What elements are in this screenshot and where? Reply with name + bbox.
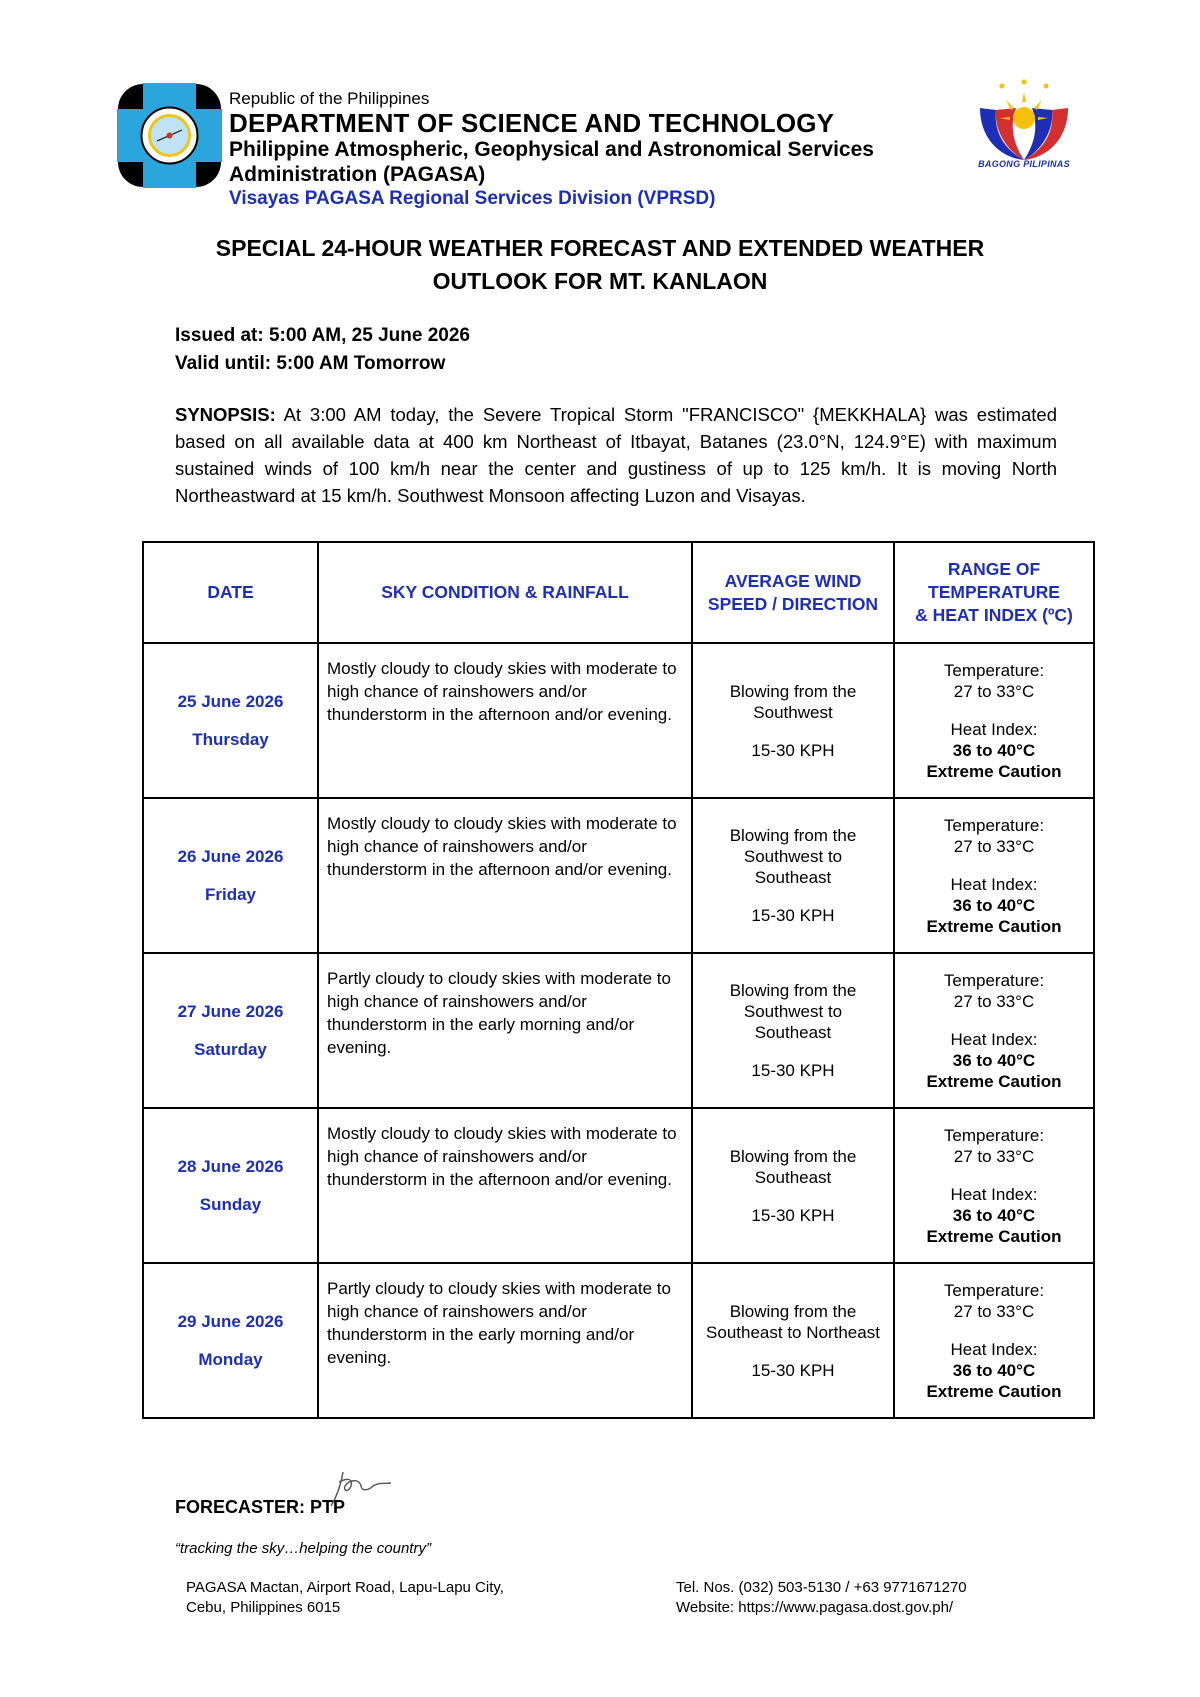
bagong-pilipinas-logo [972, 78, 1076, 170]
date-cell [143, 798, 318, 953]
tagline: “tracking the sky…helping the country” [175, 1540, 431, 1557]
forecast-day: Monday [198, 1349, 263, 1369]
synopsis-text: At 3:00 AM today, the Severe Tropical Storm "FRANCISCO" {MEKKHALA} was estimated based on all available data at 400 km Northeast of Itbayat, Batanes (23.0°N, 124.9°E) with maximum sustained winds of 100 km/h near the center and gustiness of up to 125 km/h. It is moving North Northeastward at 15 km/h. Southwest Monsoon affecting Luzon and Visayas. [175, 404, 1057, 506]
table-row [143, 643, 1094, 798]
forecast-date: 25 June 2026 [177, 691, 284, 711]
republic-label: Republic of the Philippines [229, 89, 430, 108]
heat-index-label: Heat Index: [950, 1184, 1038, 1204]
header-text-block [229, 88, 969, 211]
website-link[interactable]: Website: https://www.pagasa.dost.gov.ph/ [676, 1599, 954, 1616]
wind-speed: 15-30 KPH [751, 1360, 835, 1380]
heat-index-level: Extreme Caution [926, 1226, 1062, 1246]
wind-speed: 15-30 KPH [751, 1061, 835, 1080]
temperature-cell [894, 953, 1094, 1108]
temperature-cell [894, 1263, 1094, 1418]
wind-direction-line: Blowing from the [729, 681, 857, 701]
agency-name-line1: Philippine Atmospheric, Geophysical and Astronomical Services [229, 138, 874, 161]
wind-direction-line: Southeast [754, 1023, 832, 1042]
sky-condition-cell [318, 1108, 692, 1263]
wind-cell [692, 953, 894, 1108]
sky-condition-text: Partly cloudy to cloudy skies with moderate to high chance of rainshowers and/or thunderstorm in the early morning and/or evening. [327, 1279, 671, 1367]
wind-direction-line: Southeast [754, 1167, 832, 1187]
issuance-block [175, 322, 470, 378]
forecast-date: 27 June 2026 [177, 1001, 284, 1021]
wind-direction-line: Southwest to [743, 847, 843, 866]
forecast-table [142, 541, 1095, 1419]
wind-direction-line: Blowing from the [729, 826, 857, 845]
temperature-range: 27 to 33°C [953, 991, 1035, 1011]
forecast-day: Thursday [192, 729, 269, 749]
temperature-range: 27 to 33°C [953, 836, 1035, 856]
temperature-label: Temperature: [943, 970, 1045, 990]
heat-index-range: 36 to 40°C [952, 1050, 1036, 1070]
temperature-cell [894, 1108, 1094, 1263]
heat-index-range: 36 to 40°C [952, 1205, 1036, 1225]
wind-cell [692, 1263, 894, 1418]
wind-direction-line: Southeast [754, 868, 832, 887]
synopsis-label: SYNOPSIS: [175, 404, 276, 425]
header-date: DATE [143, 542, 318, 643]
sky-condition-cell [318, 1263, 692, 1418]
temperature-label: Temperature: [943, 815, 1045, 835]
wind-cell [692, 798, 894, 953]
sky-condition-text: Mostly cloudy to cloudy skies with moderate to high chance of rainshowers and/or thunderstorm in the afternoon and/or evening. [327, 814, 677, 879]
heat-index-label: Heat Index: [950, 874, 1038, 894]
date-cell [143, 1108, 318, 1263]
sky-condition-text: Partly cloudy to cloudy skies with moderate to high chance of rainshowers and/or thunderstorm in the early morning and/or evening. [327, 969, 671, 1057]
heat-index-range: 36 to 40°C [952, 1360, 1036, 1380]
contact-info [676, 1578, 967, 1618]
title-line2: OUTLOOK FOR MT. KANLAON [432, 268, 768, 294]
date-cell [143, 643, 318, 798]
dost-pagasa-logo [117, 83, 222, 188]
heat-index-label: Heat Index: [950, 719, 1038, 739]
table-row [143, 798, 1094, 953]
date-cell [143, 1263, 318, 1418]
forecast-day: Sunday [199, 1194, 262, 1214]
date-cell [143, 953, 318, 1108]
temperature-label: Temperature: [943, 1280, 1045, 1300]
forecast-day: Friday [204, 884, 257, 904]
table-row [143, 1108, 1094, 1263]
synopsis-paragraph [175, 401, 1057, 509]
heat-index-level: Extreme Caution [926, 761, 1062, 781]
sky-condition-cell [318, 643, 692, 798]
forecast-day: Saturday [194, 1039, 267, 1059]
forecaster-label: FORECASTER: PTP [175, 1497, 346, 1517]
telephone-numbers: Tel. Nos. (032) 503-5130 / +63 9771671270 [676, 1579, 967, 1596]
division-name: Visayas PAGASA Regional Services Division (VPRSD) [229, 188, 716, 209]
wind-speed: 15-30 KPH [751, 740, 835, 760]
forecast-date: 28 June 2026 [177, 1156, 284, 1176]
heat-index-label: Heat Index: [950, 1339, 1038, 1359]
temperature-label: Temperature: [943, 1125, 1045, 1145]
temperature-cell [894, 798, 1094, 953]
valid-until: Valid until: 5:00 AM Tomorrow [175, 353, 446, 374]
temperature-cell [894, 643, 1094, 798]
issued-at: Issued at: 5:00 AM, 25 June 2026 [175, 325, 470, 346]
heat-index-range: 36 to 40°C [952, 895, 1036, 915]
wind-direction-line: Blowing from the [729, 1146, 857, 1166]
heat-index-label: Heat Index: [950, 1029, 1038, 1049]
sky-condition-text: Mostly cloudy to cloudy skies with moderate to high chance of rainshowers and/or thunderstorm in the afternoon and/or evening. [327, 1124, 677, 1189]
header-sky-condition: SKY CONDITION & RAINFALL [318, 542, 692, 643]
header-wind: AVERAGE WIND SPEED / DIRECTION [692, 542, 894, 643]
wind-cell [692, 643, 894, 798]
heat-index-level: Extreme Caution [926, 1071, 1062, 1091]
department-name: DEPARTMENT OF SCIENCE AND TECHNOLOGY [229, 108, 835, 138]
document-title [150, 232, 1050, 298]
forecast-date: 29 June 2026 [177, 1311, 284, 1331]
wind-direction-line: Blowing from the [729, 981, 857, 1000]
wind-direction-line: Southeast to Northeast [706, 1322, 880, 1342]
wind-cell [692, 1108, 894, 1263]
forecast-date: 26 June 2026 [177, 846, 284, 866]
temperature-range: 27 to 33°C [953, 681, 1035, 701]
temperature-label: Temperature: [943, 660, 1045, 680]
wind-direction-line: Southwest [753, 702, 833, 722]
heat-index-range: 36 to 40°C [952, 740, 1036, 760]
sky-condition-text: Mostly cloudy to cloudy skies with moderate to high chance of rainshowers and/or thunderstorm in the afternoon and/or evening. [327, 659, 677, 724]
table-row [143, 1263, 1094, 1418]
agency-name-line2: Administration (PAGASA) [229, 163, 486, 186]
title-line1: SPECIAL 24-HOUR WEATHER FORECAST AND EXTENDED WEATHER [215, 235, 985, 261]
wind-direction-line: Blowing from the [729, 1301, 857, 1321]
office-address [186, 1578, 504, 1618]
table-header-row [143, 542, 1094, 643]
sky-condition-cell [318, 953, 692, 1108]
table-row [143, 953, 1094, 1108]
wind-direction-line: Southwest to [743, 1002, 843, 1021]
sky-condition-cell [318, 798, 692, 953]
address-line1: PAGASA Mactan, Airport Road, Lapu-Lapu City, [186, 1579, 504, 1596]
header-temperature: RANGE OF TEMPERATURE & HEAT INDEX (ºC) [894, 542, 1094, 643]
temperature-range: 27 to 33°C [953, 1301, 1035, 1321]
heat-index-level: Extreme Caution [926, 1381, 1062, 1401]
wind-speed: 15-30 KPH [751, 1205, 835, 1225]
heat-index-level: Extreme Caution [926, 916, 1062, 936]
bagong-pilipinas-label: BAGONG PILIPINAS [978, 159, 1070, 169]
address-line2: Cebu, Philippines 6015 [186, 1599, 341, 1616]
wind-speed: 15-30 KPH [751, 906, 835, 925]
temperature-range: 27 to 33°C [953, 1146, 1035, 1166]
